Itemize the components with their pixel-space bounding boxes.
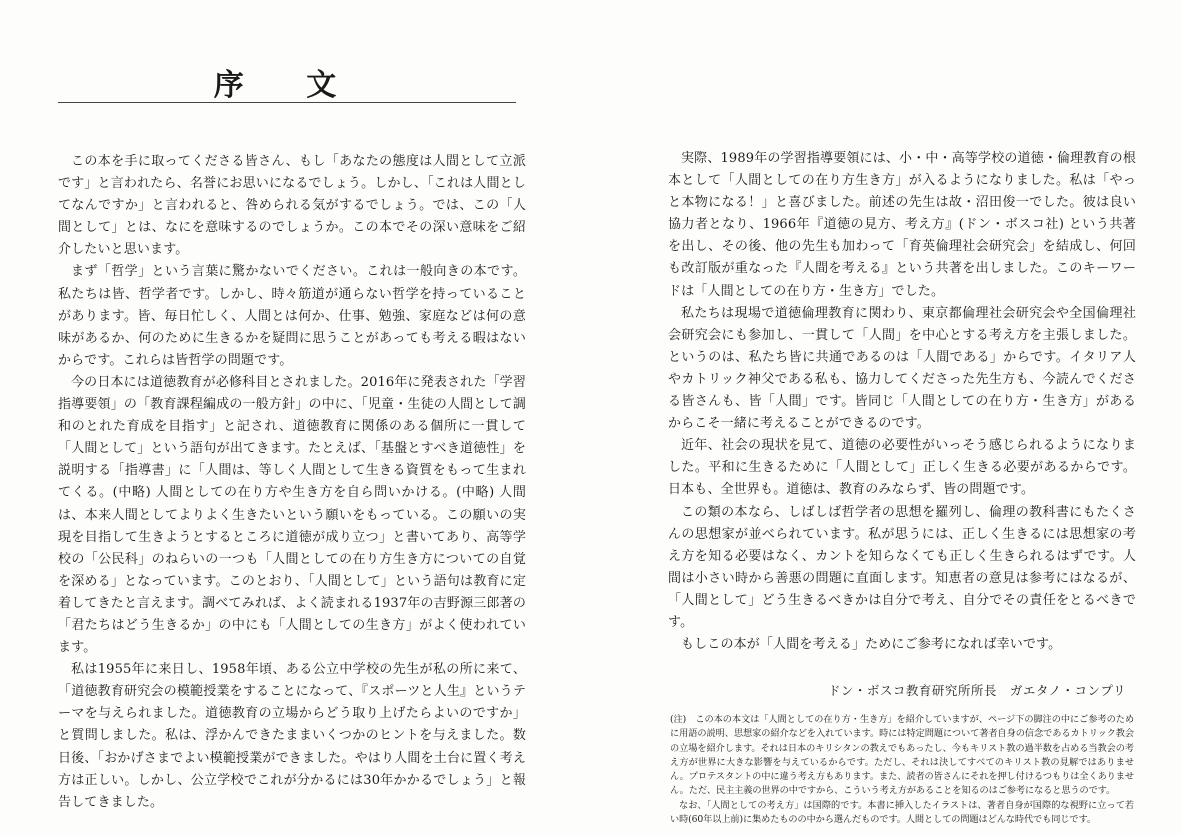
paragraph: 今の日本には道徳教育が必修科目とされました。2016年に発表された「学習指導要領」の「教育課程編成の一般方針」の中に、「児童・生徒の人間として調和のとれた育成を目指す」と記され、道徳教育に関係のある個所に一貫して「人間として」という語句が出てきます。たとえば、「基盤とすべき道徳性」を説明する「指導書」に「人間は、等しく人間として生きる資質をもって生まれてくる。(中略) 人間としての在り方や生き方を自ら問いかける。(中略) 人間は、本来人間としてよりよく生きたいという願いをもっている。この願いの実現を目指して生きようとするところに道徳が成り立つ」と書いてあり、高等学校の「公民科」のねらいの一つも「人間としての在り方生き方についての自覚を深める」となっています。このとおり、「人間として」という語句は教育に定着してきたと言えます。調べてみれば、よく読まれる1937年の吉野源三郎著の「君たちはどう生きるか」の中にも「人間としての生き方」がよく使われています。	[58, 374, 526, 656]
footnote-paragraph: なお、「人間としての考え方」は国際的です。本書に挿入したイラストは、著者自身が国際的な視野に立って若い時(60年以上前)に集めたものの中から選んだものです。人間としての問題はどんな時代でも同じです。	[670, 799, 1134, 826]
paragraph: 私たちは現場で道徳倫理教育に関わり、東京都倫理社会研究会や全国倫理社会研究会にも参加し、一貫して「人間」を中心とする考え方を主張しました。というのは、私たち皆に共通であるのは「人間である」からです。イタリア人やカトリック神父である私も、協力してくださった先生方も、今読んでくださる皆さんも、皆「人間」です。皆同じ「人間としての在り方・生き方」があるからこそ一緒に考えることができるのです。	[668, 305, 1136, 432]
paragraph: 近年、社会の現状を見て、道徳の必要性がいっそう感じられるようになりました。平和に生きるために「人間として」正しく生きる必要があるからです。日本も、全世界も。道徳は、教育のみならず、皆の問題です。	[668, 438, 1136, 498]
left-body-text	[58, 151, 526, 814]
paragraph: まず「哲学」という言葉に驚かないでください。これは一般向きの本です。私たちは皆、哲学者です。しかし、時々筋道が通らない哲学を持っていることがあります。皆、毎日忙しく、人間とは何か、仕事、勉強、家庭などは何の意味があるか、何のために生きるかを疑問に思うことがあっても考える暇はないからです。これらは皆哲学の問題です。	[58, 264, 526, 368]
right-body-text	[668, 148, 1136, 656]
title-divider	[58, 102, 516, 103]
author-signature: ドン・ボスコ教育研究所所長 ガエタノ・コンプリ	[827, 683, 1126, 698]
paragraph: この本を手に取ってくださる皆さん、もし「あなたの態度は人間として立派です」と言われたら、名誉にお思いになるでしょう。しかし、「これは人間としてなんですか」と言われると、咎められる気がするでしょう。では、この「人間として」とは、なにを意味するのでしょうか。この本でその深い意味をご紹介したいと思います。	[58, 154, 526, 258]
paragraph: もしこの本が「人間を考える」ためにご参考になれば幸いです。	[681, 637, 1062, 653]
paragraph: この類の本なら、しばしば哲学者の思想を羅列し、倫理の教科書にもたくさんの思想家が並べられています。私が思うには、正しく生きるには思想家の考え方を知る必要はなく、カントを知らなくても正しく生きられるはずです。人間は小さい時から善悪の問題に直面します。知恵者の意見は参考にはなるが、「人間として」どう生きるべきかは自分で考え、自分でその責任をとるべきです。	[668, 504, 1136, 630]
left-page	[58, 0, 526, 835]
page-title: 序 文	[213, 68, 363, 103]
footnote	[670, 713, 1134, 827]
paragraph: 私は1955年に来日し、1958年頃、ある公立中学校の先生が私の所に来て、「道徳教育研究会の模範授業をすることになって、『スポーツと人生』というテーマを与えられました。道徳教育の立場からどう取り上げたらよいのですか」と質問しました。私は、浮かんできたままいくつかのヒントを与えました。数日後、「おかげさまでよい模範授業ができました。やはり人間を土台に置く考え方は正しい。しかし、公立学校でこれが分かるには30年かかるでしょう」と報告してきました。	[58, 662, 526, 810]
footnote-paragraph: (注) この本の本文は「人間としての在り方・生き方」を紹介していますが、ページ下の脚注の中にご参考のために用語の説明、思想家の紹介などを入れています。時には特定問題について著者自身の信念であるカトリック教会の立場を紹介します。それは日本のキリシタンの教えでもあったし、今もキリスト教の過半数を占める当教会の考え方が世界に大きな影響を与えているからです。ただし、それは決してすべてのキリスト教の見解ではありません。プロテスタントの中に違う考え方もあります。また、読者の皆さんにそれを押し付けるつもりは全くありません。ただ、民主主義の世界の中ですから、こういう考え方があることを知るのはご参考になると思うのです。	[670, 714, 1134, 797]
right-page	[668, 0, 1136, 835]
paragraph: 実際、1989年の学習指導要領には、小・中・高等学校の道徳・倫理教育の根本として「人間としての在り方生き方」が入るようになりました。私は「やっと本物になる！」と喜びました。前述の先生は故・沼田俊一でした。彼は良い協力者となり、1966年『道徳の見方、考え方』(ドン・ボスコ社) という共著を出し、その後、他の先生も加わって「育英倫理社会研究会」を結成し、何回も改訂版が重なった『人間を考える』という共著を出しました。このキーワードは「人間としての在り方・生き方」でした。	[668, 151, 1136, 299]
